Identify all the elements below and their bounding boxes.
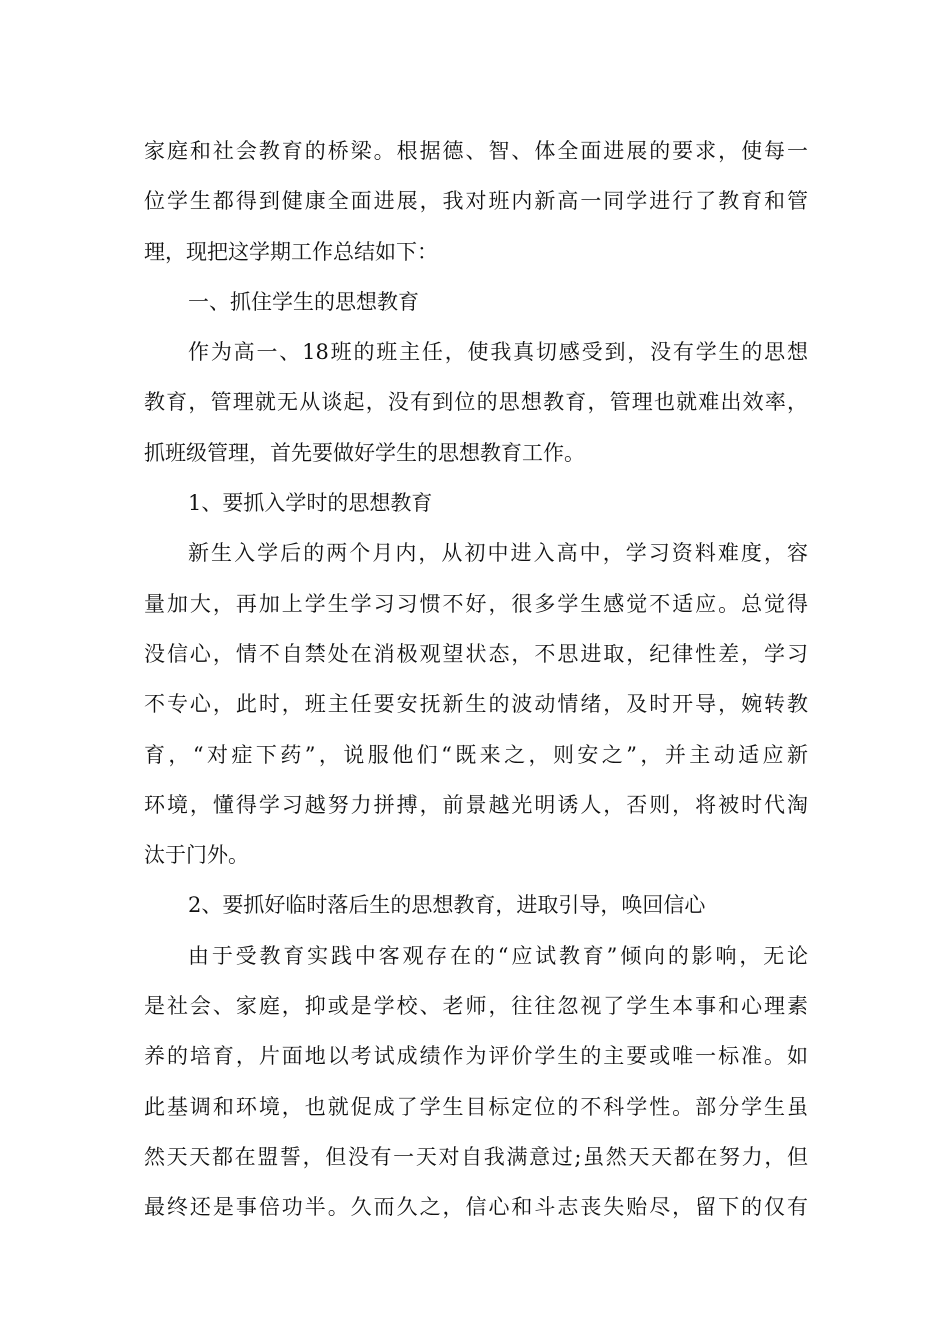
text-line: 没信心，情不自禁处在消极观望状态，不思进取，纪律性差，学习 (144, 641, 808, 666)
text-line: 养的培育，片面地以考试成绩作为评价学生的主要或唯一标准。如 (144, 1044, 808, 1069)
text-line: 1、要抓入学时的思想教育 (188, 491, 433, 516)
text-line: 教育，管理就无从谈起，没有到位的思想教育，管理也就难出效率， (144, 390, 808, 415)
text-line: 汰于门外。 (144, 843, 249, 868)
text-line: 是社会、家庭，抑或是学校、老师，往往忽视了学生本事和心理素 (144, 994, 808, 1019)
text-line: 量加大，再加上学生学习习惯不好，很多学生感觉不适应。总觉得 (144, 591, 808, 616)
text-line: 位学生都得到健康全面进展，我对班内新高一同学进行了教育和管 (144, 189, 808, 214)
text-line: 不专心，此时，班主任要安抚新生的波动情绪，及时开导，婉转教 (144, 692, 808, 717)
text-line: 抓班级管理，首先要做好学生的思想教育工作。 (144, 440, 585, 465)
document-body (144, 126, 808, 1233)
text-line: 作为高一、18班的班主任，使我真切感受到，没有学生的思想 (188, 340, 808, 365)
text-line: 环境，懂得学习越努力拼搏，前景越光明诱人，否则，将被时代淘 (144, 792, 808, 817)
text-line: 育，“对症下药”，说服他们“既来之，则安之”，并主动适应新 (144, 742, 808, 767)
text-line: 家庭和社会教育的桥梁。根据德、智、体全面进展的要求，使每一 (144, 139, 808, 163)
text-line: 2、要抓好临时落后生的思想教育，进取引导，唤回信心 (188, 893, 706, 918)
text-line: 由于受教育实践中客观存在的“应试教育”倾向的影响，无论 (188, 943, 808, 968)
text-line: 一、抓住学生的思想教育 (188, 289, 419, 314)
text-line: 理，现把这学期工作总结如下： (144, 239, 438, 264)
text-line: 此基调和环境，也就促成了学生目标定位的不科学性。部分学生虽 (144, 1094, 808, 1119)
text-line: 新生入学后的两个月内，从初中进入高中，学习资料难度，容 (188, 541, 808, 566)
text-line: 然天天都在盟誓，但没有一天对自我满意过;虽然天天都在努力，但 (144, 1144, 808, 1169)
text-line: 最终还是事倍功半。久而久之，信心和斗志丧失贻尽，留下的仅有 (144, 1195, 808, 1220)
